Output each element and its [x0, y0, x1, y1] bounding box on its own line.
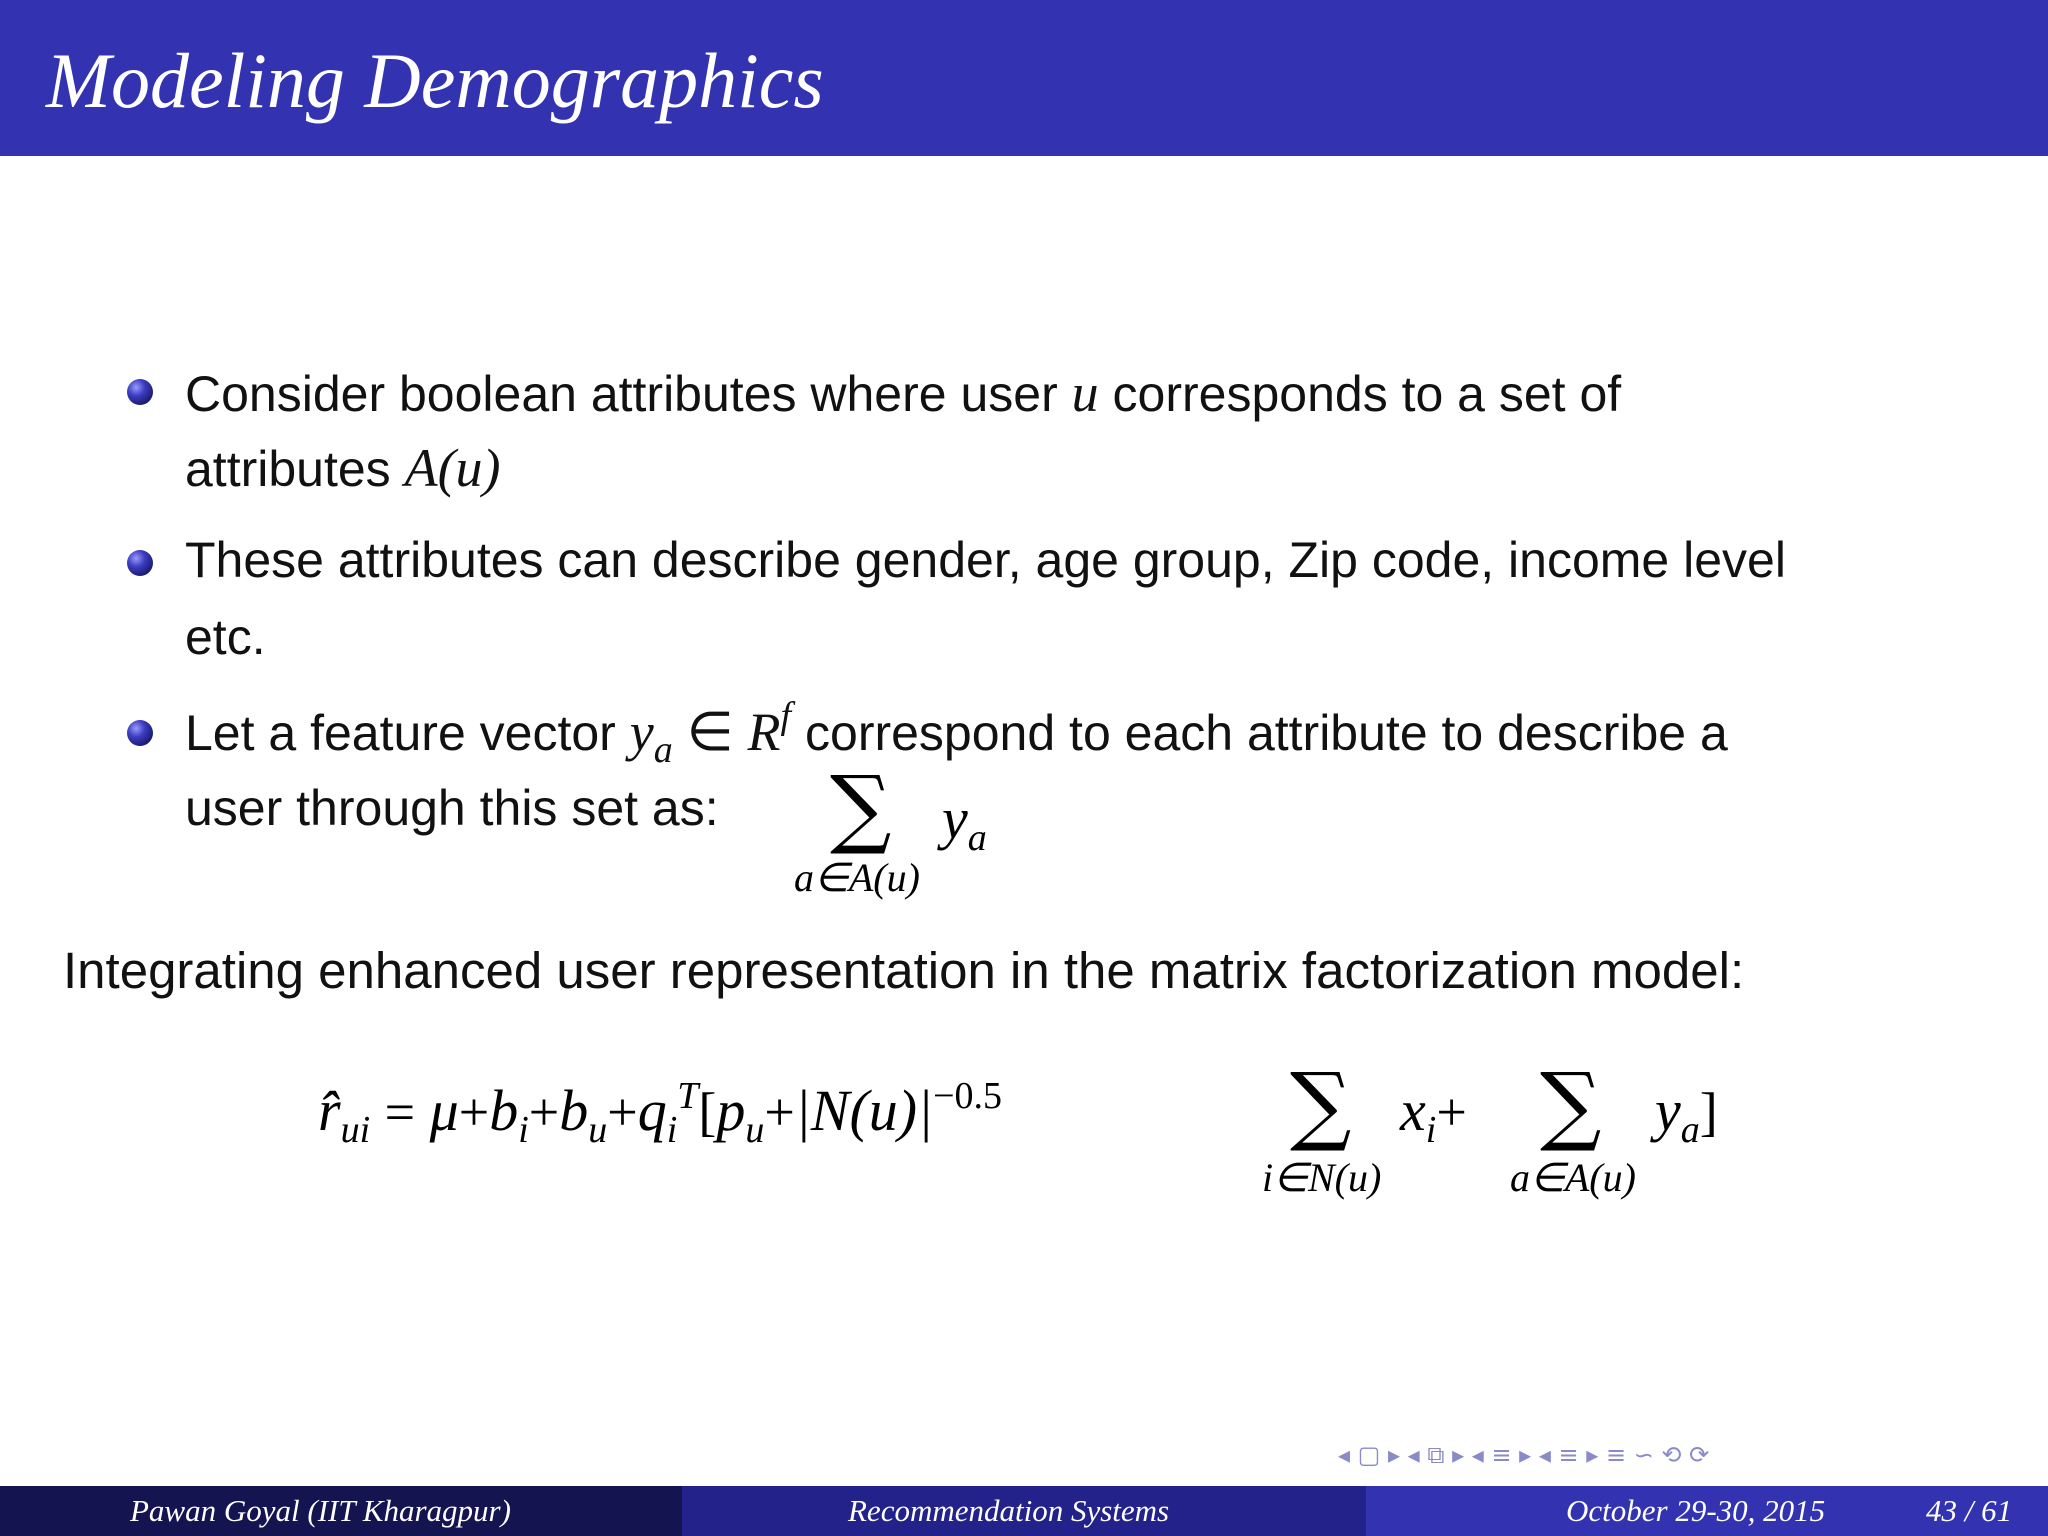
bullet-2-line-1: These attributes can describe gender, age group, Zip code, income level: [185, 532, 1786, 588]
bullet-icon: [127, 720, 153, 746]
bullet-3-line-1: [185, 695, 1728, 771]
bullet-3-text-rest: correspond to each attribute to describe a: [805, 705, 1728, 761]
math-real-space: $R^f$: [747, 695, 792, 762]
eq-end-term: $y_a$]: [1655, 1078, 1718, 1151]
footer-course-box: [682, 1486, 1366, 1536]
footer-date: October 29-30, 2015: [1566, 1493, 1826, 1528]
sum-symbol: ∑: [1290, 1055, 1352, 1155]
eq-middle-term: $x_i+$: [1400, 1078, 1467, 1151]
bullet-3-text: Let a feature vector: [185, 705, 616, 761]
eq-lhs: $r̂_{ui}$: [318, 1078, 371, 1151]
bullet-3-line-2: user through this set as:: [185, 780, 719, 836]
bullet-2-line-2: etc.: [185, 609, 266, 665]
bullet-icon: [127, 379, 153, 405]
math-attribute-set: A(u): [404, 438, 501, 498]
footer-author-box: [0, 1486, 682, 1536]
footer-page-number: 43 / 61: [1926, 1493, 2013, 1528]
footer-author: Pawan Goyal (IIT Kharagpur): [130, 1493, 511, 1528]
footer-date-box: [1366, 1486, 2048, 1536]
bullet-1-text-2: attributes: [185, 441, 391, 497]
bullet-1-line-1: [185, 363, 1622, 423]
math-var-u: u: [1071, 363, 1099, 423]
beamer-navigation[interactable]: ◂ ▢ ▸ ◂ ⧉ ▸ ◂ ≡ ▸ ◂ ≡ ▸ ≡ ∽ ⟲ ⟳: [1338, 1441, 1710, 1469]
sum-symbol: ∑: [1540, 1055, 1602, 1155]
slide-title: Modeling Demographics: [46, 37, 824, 124]
bullet-1-text-rest: corresponds to a set of: [1112, 366, 1622, 422]
sum-term: $y_a$: [942, 786, 987, 859]
bullet-1-line-2: [185, 438, 501, 498]
footer: [0, 1486, 2048, 1536]
footer-course: Recommendation Systems: [848, 1493, 1170, 1528]
bullet-icon: [127, 550, 153, 576]
sum-subscript: i∈N(u): [1262, 1155, 1382, 1200]
math-feature-vector: $y_a$: [629, 702, 673, 771]
intro-sentence: Integrating enhanced user representation in the matrix factorization model:: [63, 942, 1745, 999]
sum-subscript: a∈A(u): [1510, 1155, 1636, 1200]
bullet-1-text: Consider boolean attributes where user: [185, 366, 1058, 422]
math-element-of: ∈: [686, 702, 734, 762]
sum-subscript: a∈A(u): [794, 855, 920, 900]
sum-symbol: ∑: [830, 758, 892, 858]
prediction-equation: $r̂_{ui} = \mu+b_i+b_u+q_i^T[p_u+|N(u)|^{-0.5}$: [318, 1075, 1002, 1151]
